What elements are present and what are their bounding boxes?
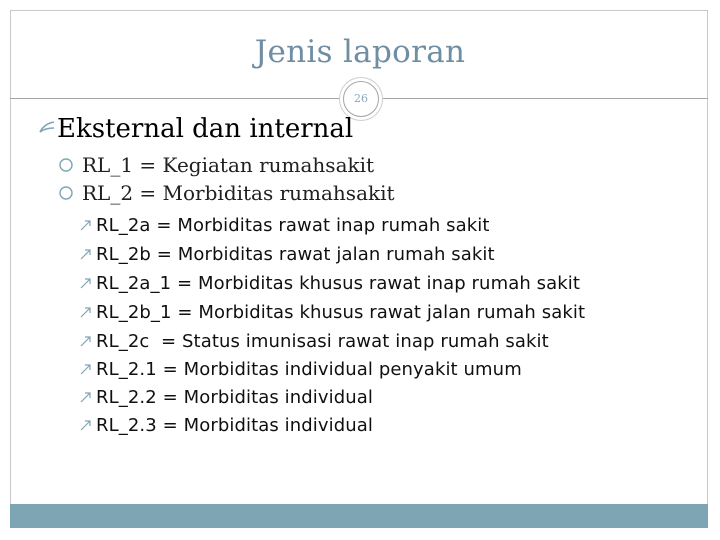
circle-bullet-icon	[58, 185, 74, 201]
list-item	[58, 180, 395, 206]
sub-list-item	[80, 301, 585, 325]
sub-list-item-text: RL_2.1 = Morbiditas individual penyakit umum	[96, 359, 522, 380]
arrow-bullet-icon	[80, 306, 92, 318]
sub-list-item-text: RL_2b = Morbiditas rawat jalan rumah sakit	[96, 244, 495, 265]
sub-list-item-text: RL_2a_1 = Morbiditas khusus rawat inap rumah sakit	[96, 273, 581, 294]
arrow-bullet-icon	[80, 363, 92, 375]
slide-title: Jenis laporan	[254, 34, 466, 70]
sub-list-item-text: RL_2b_1 = Morbiditas khusus rawat jalan rumah sakit	[96, 302, 586, 323]
sub-list-item-text: RL_2.2 = Morbiditas individual	[96, 387, 374, 408]
heading-text: Eksternal dan internal	[57, 114, 354, 144]
arrow-bullet-icon	[80, 419, 92, 431]
sub-list-item	[80, 386, 373, 410]
sub-list-item-text: RL_2c = Status imunisasi rawat inap rumah sakit	[96, 331, 549, 352]
circle-bullet-icon	[58, 157, 74, 173]
arrow-bullet-icon	[80, 248, 92, 260]
arrow-bullet-icon	[80, 391, 92, 403]
sub-list-item	[80, 243, 495, 267]
list-item-text: RL_1 = Kegiatan rumahsakit	[82, 153, 375, 177]
sub-list-item-text: RL_2.3 = Morbiditas individual	[96, 415, 374, 436]
sub-list-item	[80, 214, 490, 238]
footer-bar	[10, 504, 708, 528]
double-arc-bullet-icon	[38, 120, 56, 134]
sub-list-item	[80, 358, 522, 382]
sub-list-item	[80, 330, 549, 354]
arrow-bullet-icon	[80, 335, 92, 347]
sub-list-item-text: RL_2a = Morbiditas rawat inap rumah sakit	[96, 215, 490, 236]
page-number-badge: 26	[343, 81, 379, 117]
list-item	[58, 152, 374, 178]
sub-list-item	[80, 414, 373, 438]
list-item-text: RL_2 = Morbiditas rumahsakit	[82, 181, 395, 205]
bullet-heading	[38, 113, 353, 145]
arrow-bullet-icon	[80, 219, 92, 231]
arrow-bullet-icon	[80, 277, 92, 289]
sub-list-item	[80, 272, 580, 296]
